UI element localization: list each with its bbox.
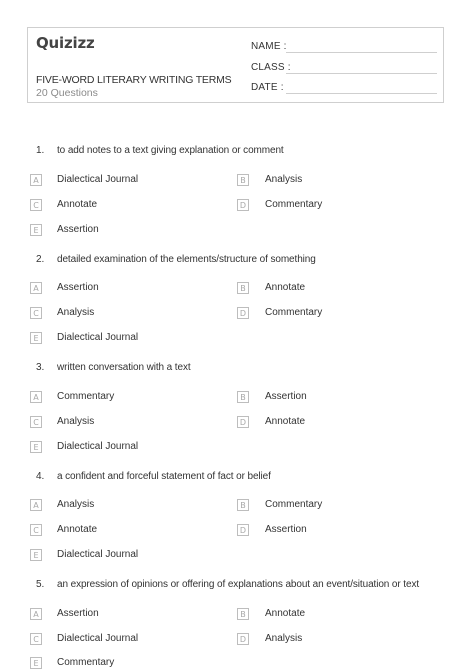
option-a-text: Assertion [57,282,99,293]
option-d-text: Commentary [265,307,323,318]
question-number: 5. [36,579,45,590]
option-b-box[interactable]: B [237,391,249,403]
option-a-box[interactable]: A [30,391,42,403]
option-b-box[interactable]: B [237,282,249,294]
option-b-text: Assertion [265,391,307,402]
class-field[interactable] [286,73,437,74]
option-c-text: Dialectical Journal [57,633,139,644]
option-e-text: Dialectical Journal [57,441,139,452]
option-b-box[interactable]: B [237,174,249,186]
option-a-text: Commentary [57,391,115,402]
question-text: detailed examination of the elements/structure of something [57,254,316,265]
option-c-box[interactable]: C [30,633,42,645]
option-d-box[interactable]: D [237,307,249,319]
option-c-box[interactable]: C [30,199,42,211]
option-e-box[interactable]: E [30,657,42,669]
question-count: 20 Questions [36,87,98,99]
option-a-box[interactable]: A [30,608,42,620]
option-c-box[interactable]: C [30,307,42,319]
question-text: a confident and forceful statement of fact or belief [57,471,271,482]
option-d-box[interactable]: D [237,524,249,536]
option-b-text: Annotate [265,608,306,619]
option-a-text: Analysis [57,499,95,510]
option-d-text: Annotate [265,416,306,427]
date-label: DATE : [251,82,284,93]
question-number: 2. [36,254,45,265]
option-b-box[interactable]: B [237,499,249,511]
option-e-box[interactable]: E [30,332,42,344]
option-d-box[interactable]: D [237,633,249,645]
option-b-box[interactable]: B [237,608,249,620]
option-e-box[interactable]: E [30,441,42,453]
option-a-box[interactable]: A [30,282,42,294]
date-field[interactable] [286,93,437,94]
option-e-box[interactable]: E [30,224,42,236]
option-c-text: Analysis [57,416,95,427]
option-a-box[interactable]: A [30,499,42,511]
option-a-text: Assertion [57,608,99,619]
option-e-box[interactable]: E [30,549,42,561]
option-d-text: Analysis [265,633,303,644]
quizizz-logo: Quizizz [36,34,95,52]
question-text: an expression of opinions or offering of explanations about an event/situation or text [57,579,420,590]
option-a-box[interactable]: A [30,174,42,186]
option-c-box[interactable]: C [30,524,42,536]
option-b-text: Analysis [265,174,303,185]
question-number: 4. [36,471,45,482]
class-label: CLASS : [251,62,291,73]
option-e-text: Assertion [57,224,99,235]
option-c-text: Analysis [57,307,95,318]
option-d-text: Commentary [265,199,323,210]
option-d-text: Assertion [265,524,307,535]
question-text: written conversation with a text [57,362,191,373]
option-d-box[interactable]: D [237,199,249,211]
option-e-text: Dialectical Journal [57,549,139,560]
worksheet-header [27,27,444,103]
question-number: 1. [36,145,45,156]
option-c-box[interactable]: C [30,416,42,428]
option-b-text: Annotate [265,282,306,293]
option-d-box[interactable]: D [237,416,249,428]
option-c-text: Annotate [57,199,98,210]
option-a-text: Dialectical Journal [57,174,139,185]
option-c-text: Annotate [57,524,98,535]
option-e-text: Commentary [57,657,115,668]
option-b-text: Commentary [265,499,323,510]
worksheet-title: FIVE-WORD LITERARY WRITING TERMS [36,74,232,86]
name-label: NAME : [251,41,287,52]
name-field[interactable] [286,52,437,53]
question-text: to add notes to a text giving explanation or comment [57,145,284,156]
option-e-text: Dialectical Journal [57,332,139,343]
question-number: 3. [36,362,45,373]
